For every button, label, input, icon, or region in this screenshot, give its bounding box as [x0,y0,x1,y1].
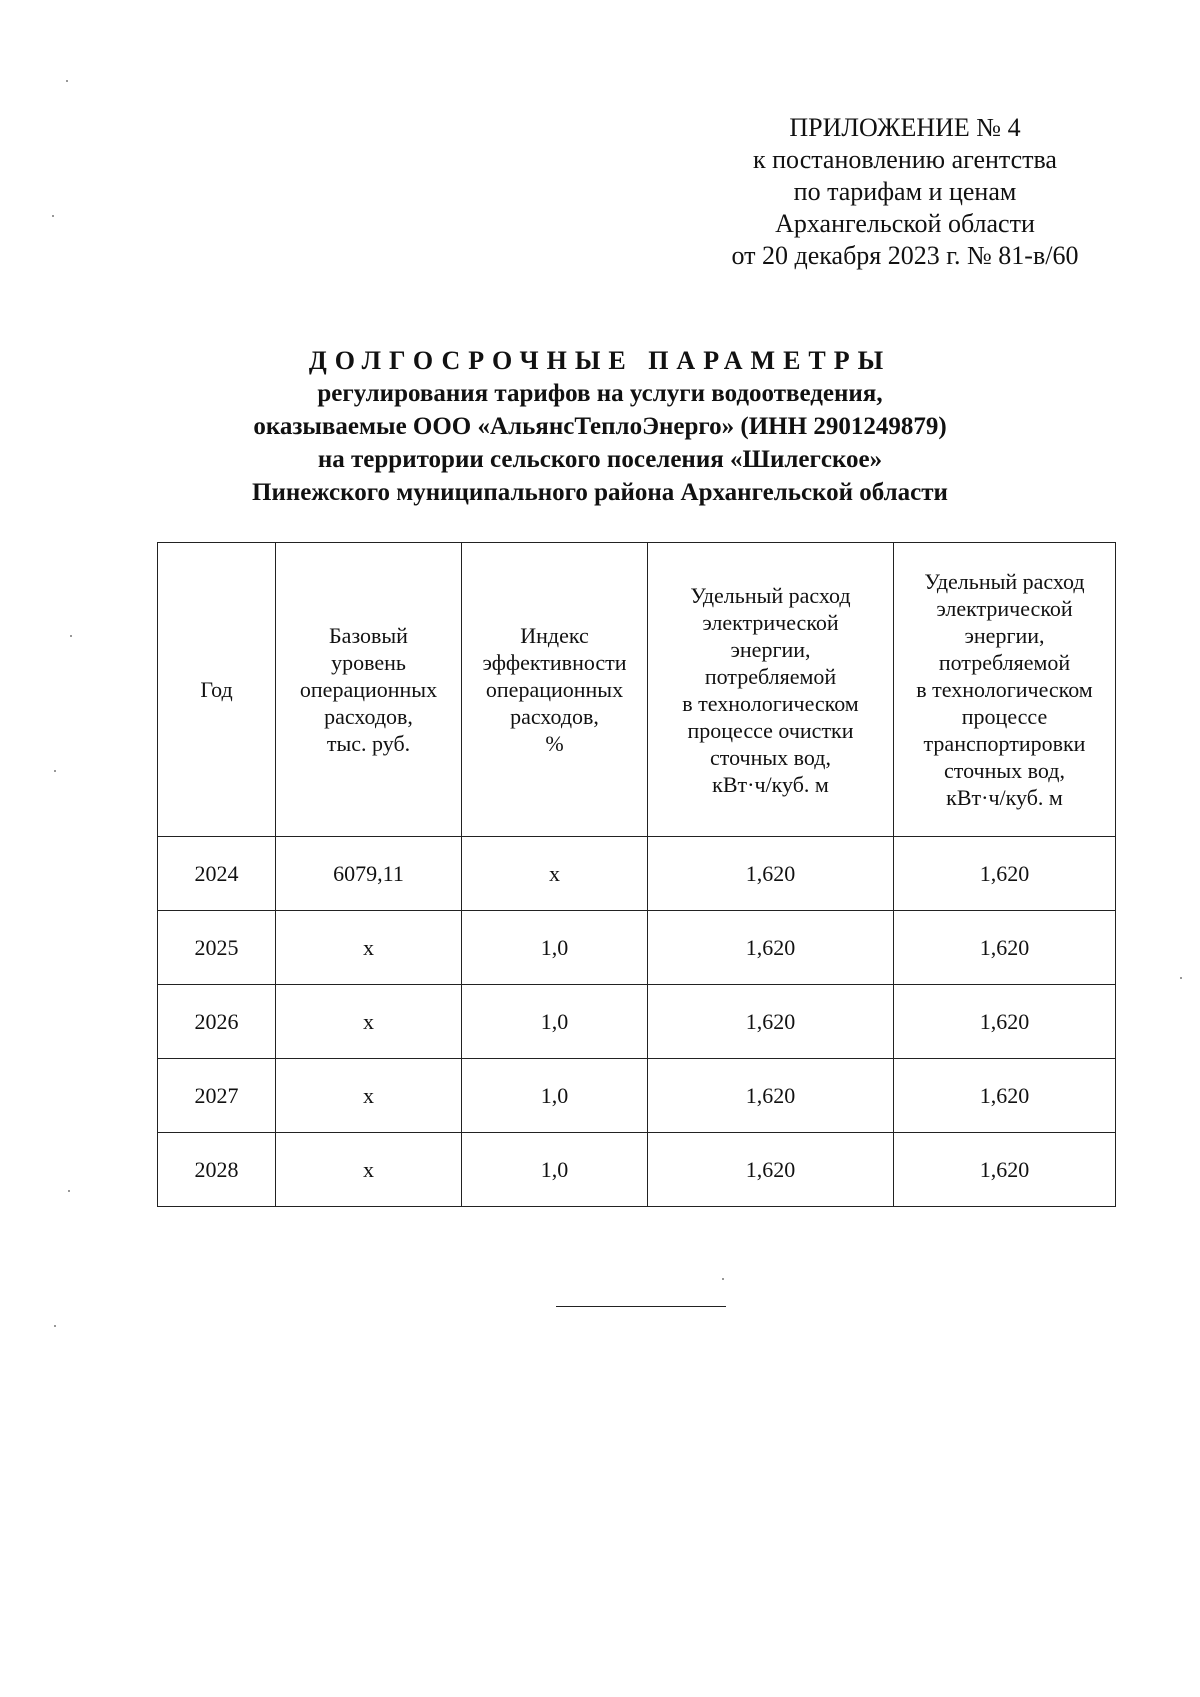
cell-energy-treatment: 1,620 [648,985,894,1059]
cell-base-opex: х [276,1133,462,1207]
cell-efficiency-index: 1,0 [462,911,648,985]
table-row [158,985,1116,1059]
document-title: ДОЛГОСРОЧНЫЕ ПАРАМЕТРЫ [308,346,892,375]
cell-energy-treatment: 1,620 [648,1133,894,1207]
cell-energy-treatment: 1,620 [648,911,894,985]
cell-efficiency-index: х [462,837,648,911]
cell-base-opex: х [276,1059,462,1133]
heading-line-company: оказываемые ООО «АльянсТеплоЭнерго» (ИНН 2901249879) [253,413,947,440]
cell-energy-transport: 1,620 [894,1059,1116,1133]
cell-base-opex: х [276,985,462,1059]
table-row [158,837,1116,911]
cell-year: 2026 [158,985,276,1059]
cell-energy-transport: 1,620 [894,985,1116,1059]
scan-speck [66,80,68,82]
end-divider [556,1306,726,1307]
cell-base-opex: 6079,11 [276,837,462,911]
parameters-table [157,542,1116,1207]
cell-base-opex: х [276,911,462,985]
table-row [158,911,1116,985]
scan-speck [54,1325,56,1327]
annex-region: Архангельской области [775,209,1035,238]
scan-speck [54,770,56,772]
annex-number: ПРИЛОЖЕНИЕ № 4 [789,113,1021,142]
cell-efficiency-index: 1,0 [462,1133,648,1207]
cell-energy-treatment: 1,620 [648,1059,894,1133]
annex-agency: по тарифам и ценам [793,177,1017,206]
table-header-row [158,543,1116,837]
heading-line-territory: на территории сельского поселения «Шилегское» [317,446,883,473]
scan-speck [68,1190,70,1192]
header-energy-transport: Удельный расход электрической энергии, потребляемой в технологическом процессе транспортировки сточных вод, кВт·ч/куб. м [894,543,1116,837]
heading-line-district: Пинежского муниципального района Архангельской области [252,479,948,506]
cell-efficiency-index: 1,0 [462,1059,648,1133]
cell-energy-treatment: 1,620 [648,837,894,911]
header-efficiency-index: Индекс эффективности операционных расходов, % [462,543,648,837]
cell-energy-transport: 1,620 [894,837,1116,911]
header-energy-treatment: Удельный расход электрической энергии, потребляемой в технологическом процессе очистки сточных вод, кВт·ч/куб. м [648,543,894,837]
cell-year: 2027 [158,1059,276,1133]
annex-date: от 20 декабря 2023 г. № 81-в/60 [731,241,1079,270]
scan-speck [1180,977,1182,979]
scan-speck [52,215,54,217]
header-year: Год [158,543,276,837]
header-base-opex: Базовый уровень операционных расходов, тыс. руб. [276,543,462,837]
cell-efficiency-index: 1,0 [462,985,648,1059]
annex-reference: к постановлению агентства [753,145,1057,174]
cell-year: 2028 [158,1133,276,1207]
scan-speck [70,635,72,637]
document-heading [150,344,1050,509]
cell-year: 2024 [158,837,276,911]
cell-energy-transport: 1,620 [894,1133,1116,1207]
annex-header [700,112,1110,272]
table-row [158,1133,1116,1207]
table-row [158,1059,1116,1133]
cell-year: 2025 [158,911,276,985]
cell-energy-transport: 1,620 [894,911,1116,985]
heading-line-subject: регулирования тарифов на услуги водоотведения, [317,380,883,407]
scan-speck [722,1278,724,1280]
